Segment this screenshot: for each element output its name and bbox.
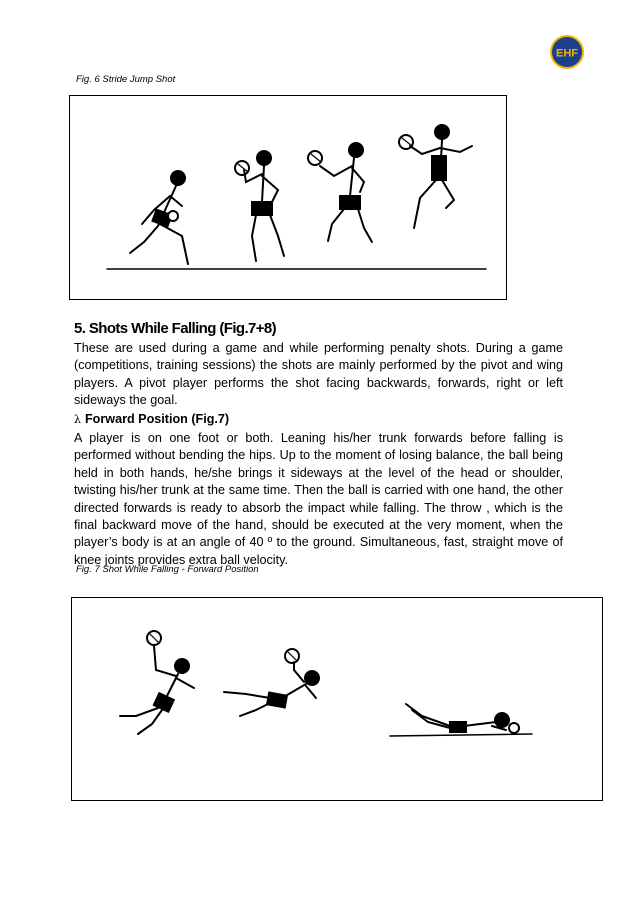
fig6-caption: Fig. 6 Stride Jump Shot	[76, 74, 176, 85]
shot-while-falling-illustration	[72, 598, 604, 802]
section-intro: These are used during a game and while performing penalty shots. During a game (competitions, training sessions) the shots are mainly performed by the pivot and wing players. A pivot player performs the shot facing backwards, forwards, right or left sideways the goal.	[74, 341, 563, 408]
logo-text: EHF	[556, 47, 578, 60]
forward-position-title: Forward Position (Fig.7)	[84, 412, 230, 426]
ehf-logo	[549, 34, 585, 70]
fig7-caption: Fig. 7 Shot While Falling - Forward Position	[76, 564, 259, 575]
fig6-figure	[69, 95, 507, 300]
forward-position-text: A player is on one foot or both. Leaning his/her trunk forwards before falling is performed without bending the hips. Up to the moment of losing balance, the ball being held in both hands, he/she brings it sideways at the level of the head or shoulder, twisting his/her trunk at the same time. Then the ball is carried with one hand, the other directed forwards is ready to absorb the impact while falling. The throw , which is the final backward move of the hand, should be executed at the very moment, when the player’s body is at an angle of 40 º to the ground. Simultaneous, fast, straight move of knee joints provides extra ball velocity.	[74, 431, 563, 567]
section-heading: 5. Shots While Falling (Fig.7+8)	[74, 320, 277, 337]
stride-jump-shot-illustration	[70, 96, 508, 301]
bullet-symbol: λ	[74, 413, 81, 426]
fig7-figure	[71, 597, 603, 801]
forward-position-subheading	[74, 412, 229, 426]
